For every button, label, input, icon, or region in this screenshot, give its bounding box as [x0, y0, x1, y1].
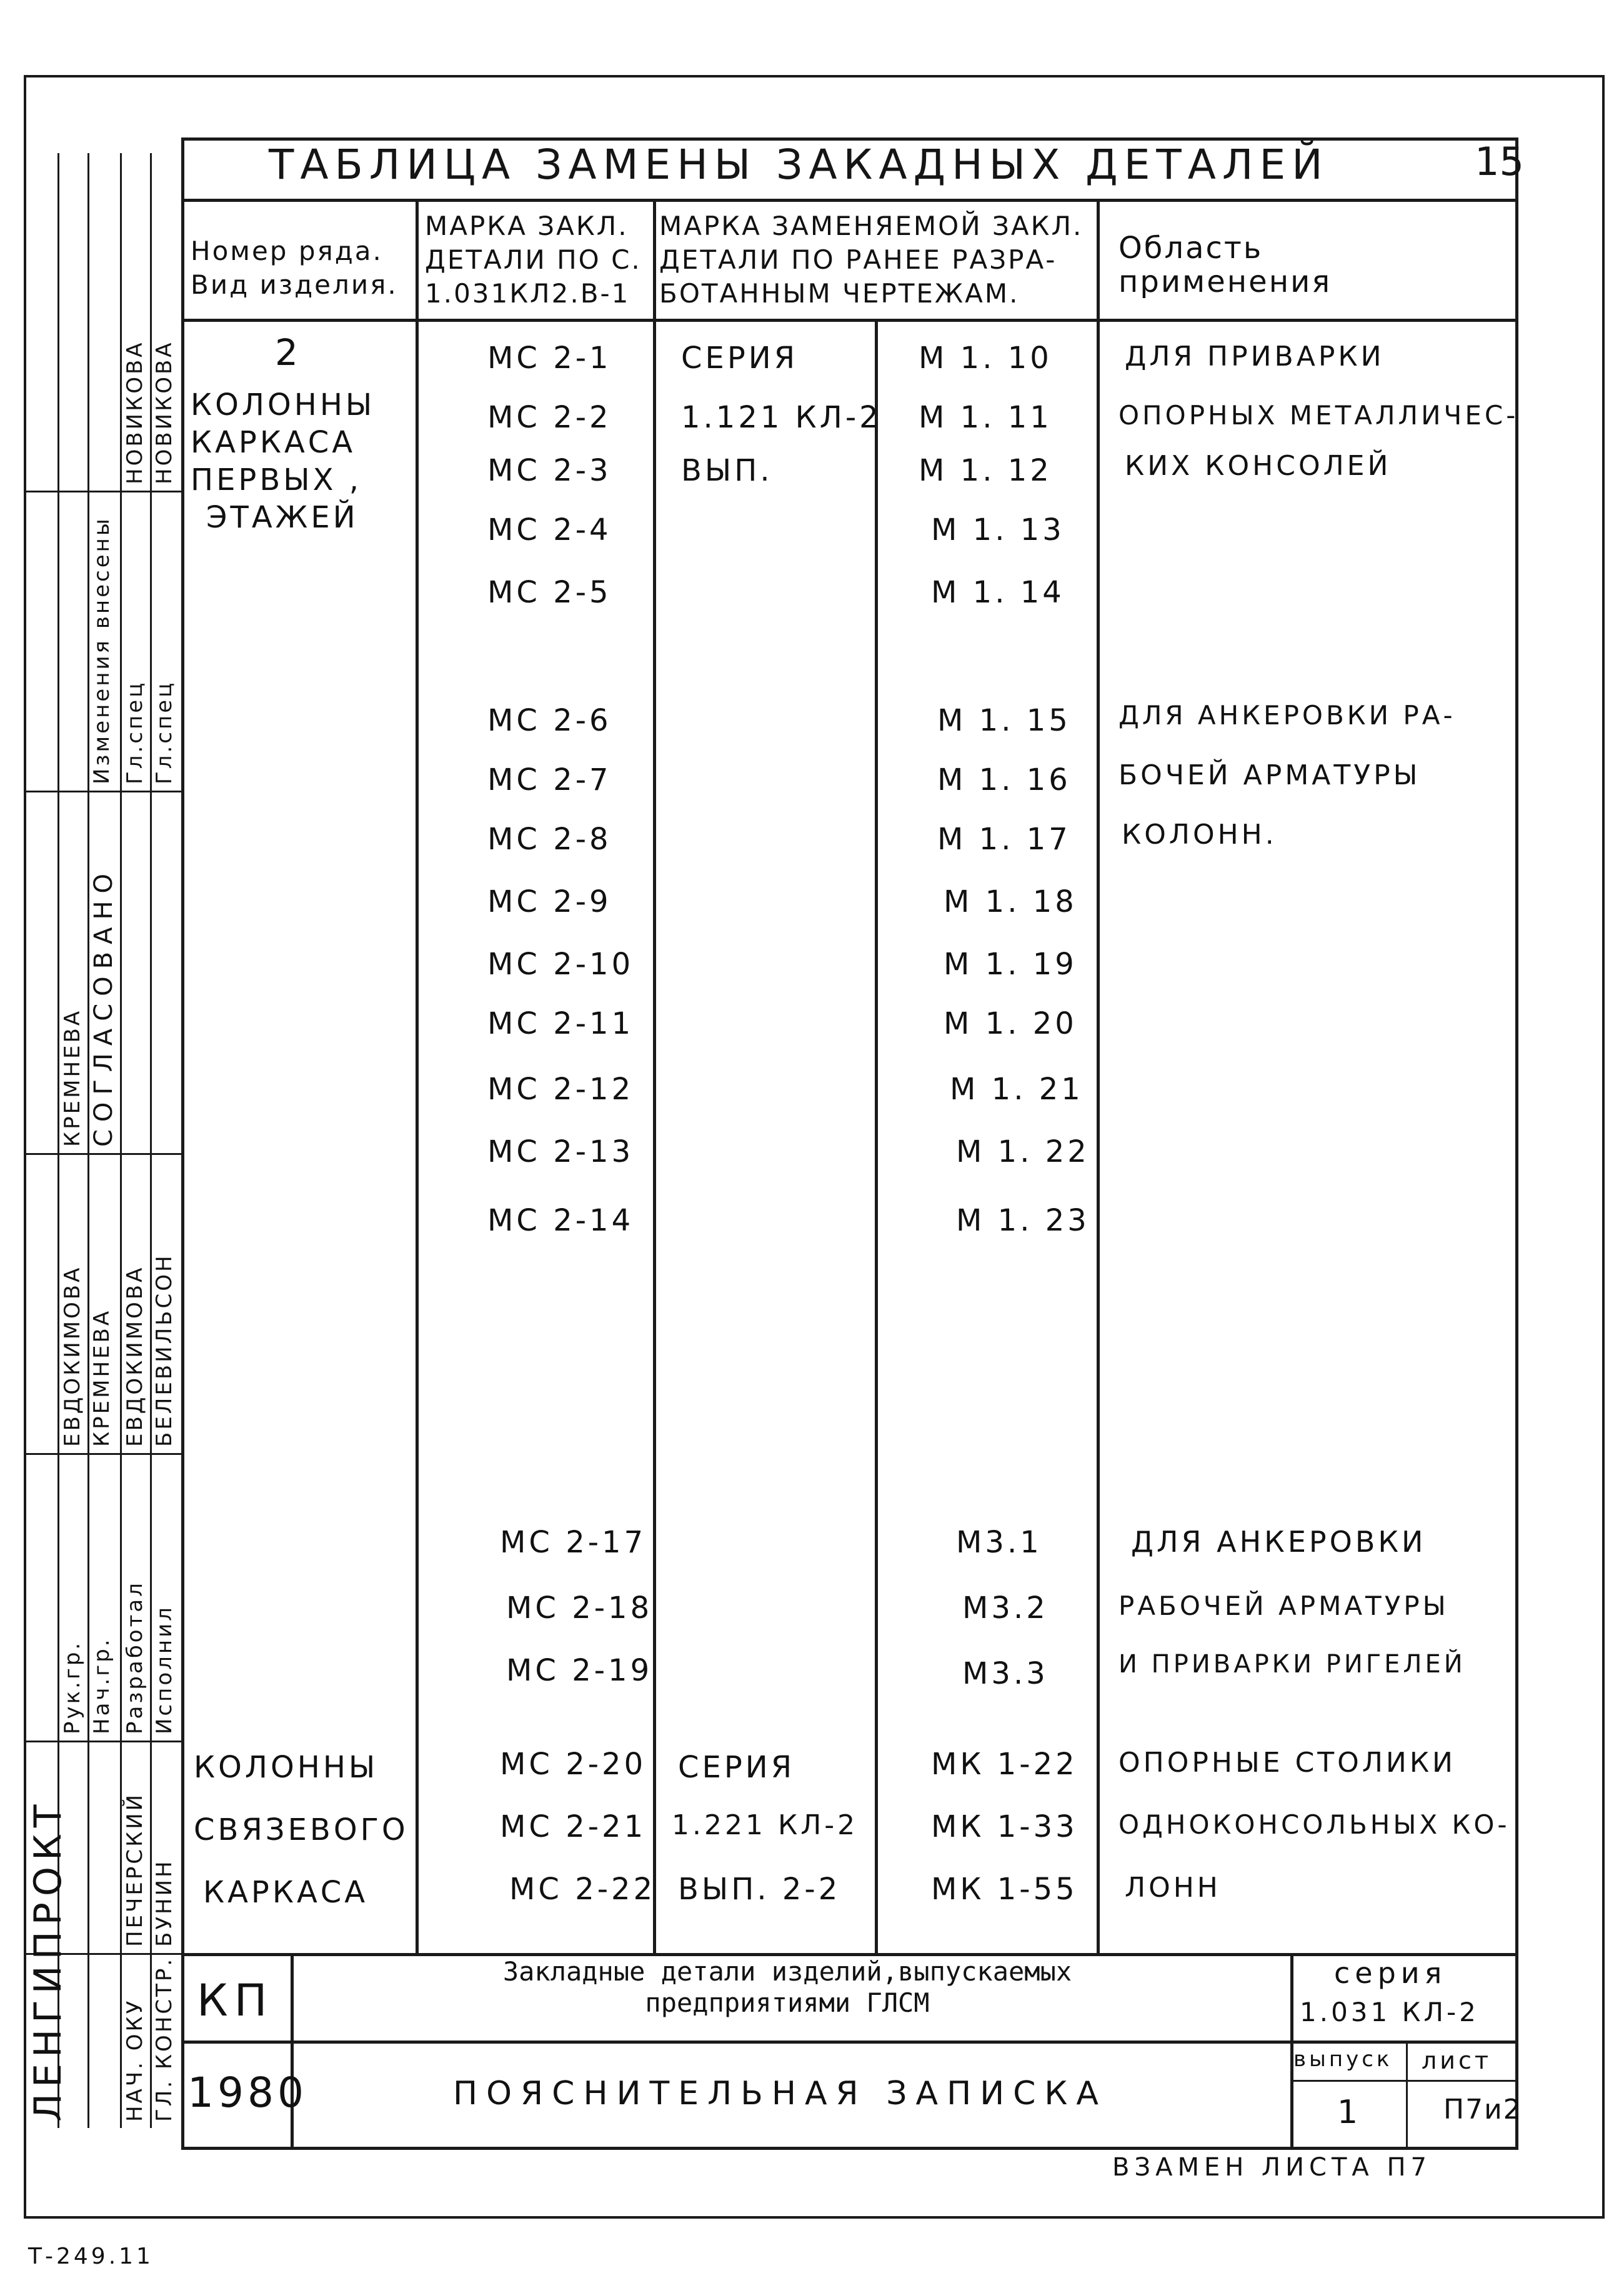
g1-mark: МС 2-4 — [487, 512, 612, 547]
side-role: КРЕМНЕВА — [89, 1308, 114, 1447]
g1-mark: МС 2-1 — [487, 341, 612, 376]
g1-old-mark: М 1. 12 — [919, 453, 1052, 488]
g1-mark: МС 2-6 — [487, 703, 612, 738]
stamp-issue-label: выпуск — [1293, 2047, 1393, 2072]
g1-mark: МС 2-5 — [487, 575, 612, 610]
stamp-sheet-value: П7и2 — [1443, 2094, 1522, 2126]
stamp-issue-value: 1 — [1337, 2094, 1362, 2131]
g1-old-mark: М 1. 16 — [937, 762, 1071, 797]
g1-mark: МС 2-11 — [487, 1006, 634, 1041]
stamp-year: 1980 — [187, 2069, 307, 2117]
g2-old-mark: М3.2 — [962, 1591, 1049, 1626]
stamp-col-c — [1406, 2041, 1408, 2150]
stamp-sheet-label: лист — [1422, 2047, 1492, 2074]
g3-old-mark: МК 1-33 — [931, 1809, 1078, 1844]
g3-series-2: ВЫП. 2-2 — [678, 1872, 841, 1907]
header-col3 — [659, 209, 1083, 311]
g2-mark: МС 2-17 — [500, 1525, 647, 1560]
side-divider — [25, 1153, 181, 1155]
side-role: Гл.спец — [122, 680, 147, 784]
g1-old-mark: М 1. 11 — [919, 400, 1052, 435]
side-stamp — [25, 141, 181, 2128]
side-role: ГЛ. КОНСТР. — [152, 1956, 177, 2122]
g1-usage-a-0: ДЛЯ ПРИВАРКИ — [1125, 341, 1385, 372]
g1-old-mark: М 1. 10 — [919, 341, 1052, 376]
g1-product-2: ПЕРВЫХ , — [191, 462, 362, 497]
header-divider — [181, 319, 1518, 322]
g1-old-mark: М 1. 22 — [956, 1134, 1090, 1169]
col-divider-4 — [1097, 199, 1100, 1955]
header-col3-line1: МАРКА ЗАМЕНЯЕМОЙ ЗАКЛ. — [659, 211, 1083, 241]
header-col3-line3: БОТАННЫМ ЧЕРТЕЖАМ. — [659, 278, 1020, 309]
g1-usage-a-1: ОПОРНЫХ МЕТАЛЛИЧЕС- — [1118, 400, 1519, 431]
g1-series-2: ВЫП. — [681, 453, 773, 488]
g1-mark: МС 2-14 — [487, 1203, 634, 1238]
header-col4-line2: применения — [1118, 264, 1332, 299]
page-number: 15 — [1475, 139, 1524, 184]
stamp-middle — [181, 2041, 1518, 2044]
header-col1-line1: Номер ряда. — [191, 236, 383, 266]
g1-mark: МС 2-10 — [487, 947, 634, 982]
g1-mark: МС 2-8 — [487, 822, 612, 857]
g1-old-mark: М 1. 13 — [931, 512, 1065, 547]
g1-old-mark: М 1. 20 — [944, 1006, 1077, 1041]
col-divider-3 — [875, 319, 878, 1955]
col-divider-1 — [416, 199, 419, 1955]
stamp-code: КП — [197, 1975, 274, 2026]
g3-mark: МС 2-21 — [500, 1809, 647, 1844]
side-divider — [25, 1453, 181, 1455]
g2-old-mark: М3.1 — [956, 1525, 1042, 1560]
side-role: ПЕЧЕРСКИЙ — [122, 1792, 147, 1947]
g1-mark: МС 2-9 — [487, 884, 612, 919]
table-frame — [181, 137, 1518, 2150]
side-role: ЕВДОКИМОВА — [60, 1265, 85, 1447]
side-role: СОГЛАСОВАНО — [89, 866, 118, 1147]
g1-old-mark: М 1. 19 — [944, 947, 1077, 982]
header-col4-line1: Область — [1118, 231, 1263, 266]
side-role: Разработал — [122, 1581, 147, 1734]
stamp-series-label: серия — [1334, 1956, 1447, 1990]
g3-usage-0: ОПОРНЫЕ СТОЛИКИ — [1118, 1747, 1456, 1779]
side-role: БУНИН — [152, 1859, 177, 1947]
stamp-document-title: ПОЯСНИТЕЛЬНАЯ ЗАПИСКА — [453, 2075, 1107, 2112]
g1-mark: МС 2-13 — [487, 1134, 634, 1169]
stamp-description-line1: Закладные детали изделий,выпускаемых — [502, 1956, 1072, 1987]
header-col2 — [425, 209, 642, 311]
stamp-description — [350, 1956, 1225, 2019]
g3-mark: МС 2-20 — [500, 1747, 647, 1782]
g3-mark: МС 2-22 — [509, 1872, 656, 1907]
side-role: Гл.спец — [152, 680, 177, 784]
stamp-sub-line — [1290, 2080, 1518, 2082]
side-role: ЕВДОКИМОВА — [122, 1265, 147, 1447]
side-line — [120, 153, 122, 2128]
header-col2-line2: ДЕТАЛИ ПО С. — [425, 244, 642, 275]
side-role: Исполнил — [152, 1605, 177, 1734]
g1-old-mark: М 1. 23 — [956, 1203, 1090, 1238]
g3-series-1: 1.221 КЛ-2 — [672, 1809, 859, 1841]
form-code: Т-249.11 — [28, 2244, 154, 2269]
side-role: НОВИКОВА — [152, 340, 177, 484]
g1-old-mark: М 1. 14 — [931, 575, 1065, 610]
side-divider — [25, 491, 181, 492]
g1-series-0: СЕРИЯ — [681, 341, 799, 376]
g1-product-1: КАРКАСА — [191, 425, 356, 460]
header-col1-line2: Вид изделия. — [191, 269, 398, 300]
g1-old-mark: М 1. 17 — [937, 822, 1071, 857]
side-role: БЕЛЕВИЛЬСОН — [152, 1253, 177, 1447]
table-title: ТАБЛИЦА ЗАМЕНЫ ЗАКАДНЫХ ДЕТАЛЕЙ — [269, 141, 1329, 189]
side-role: НОВИКОВА — [122, 340, 147, 484]
g1-mark: МС 2-12 — [487, 1072, 634, 1107]
g1-series-1: 1.121 КЛ-2 — [681, 400, 882, 435]
g1-mark: МС 2-3 — [487, 453, 612, 488]
row-number: 2 — [275, 331, 301, 374]
g2-mark: МС 2-19 — [506, 1653, 653, 1688]
side-divider — [25, 791, 181, 792]
stamp-description-line2: предприятиями ГЛСМ — [645, 1987, 930, 2018]
side-role: КРЕМНЕВА — [60, 1008, 85, 1147]
g1-product-3: ЭТАЖЕЙ — [206, 500, 359, 535]
side-org: ЛЕНГИПРОКТ — [26, 1798, 70, 2122]
g1-mark: МС 2-7 — [487, 762, 612, 797]
g2-usage-1: РАБОЧЕЙ АРМАТУРЫ — [1118, 1591, 1449, 1621]
replace-note: ВЗАМЕН ЛИСТА П7 — [1112, 2153, 1432, 2182]
side-role: НАЧ. ОКУ — [122, 1998, 147, 2122]
g1-usage-b-0: ДЛЯ АНКЕРОВКИ РА- — [1118, 700, 1456, 731]
header-col1 — [191, 234, 398, 302]
g3-series-0: СЕРИЯ — [678, 1750, 795, 1785]
g1-mark: МС 2-2 — [487, 400, 612, 435]
header-col2-line1: МАРКА ЗАКЛ. — [425, 211, 629, 241]
g3-product-0: КОЛОННЫ — [194, 1750, 379, 1785]
stamp-col-a — [291, 1953, 294, 2150]
side-divider — [25, 1741, 181, 1742]
header-col4 — [1118, 231, 1332, 299]
g3-old-mark: МК 1-55 — [931, 1872, 1078, 1907]
g2-old-mark: М3.3 — [962, 1656, 1049, 1691]
g3-usage-1: ОДНОКОНСОЛЬНЫХ КО- — [1118, 1809, 1510, 1840]
g3-old-mark: МК 1-22 — [931, 1747, 1078, 1782]
g1-usage-b-2: КОЛОНН. — [1122, 819, 1277, 851]
g1-usage-a-2: КИХ КОНСОЛЕЙ — [1125, 450, 1392, 482]
g1-old-mark: М 1. 21 — [950, 1072, 1083, 1107]
g2-usage-2: И ПРИВАРКИ РИГЕЛЕЙ — [1118, 1650, 1466, 1679]
col-divider-2 — [653, 199, 656, 1955]
side-role: Изменения внесены — [89, 516, 114, 784]
side-role: Рук.гр. — [60, 1640, 85, 1734]
g1-usage-b-1: БОЧЕЙ АРМАТУРЫ — [1118, 759, 1421, 791]
g2-mark: МС 2-18 — [506, 1591, 653, 1626]
header-col3-line2: ДЕТАЛИ ПО РАНЕЕ РАЗРА- — [659, 244, 1057, 275]
g3-product-1: СВЯЗЕВОГО — [194, 1812, 409, 1847]
title-divider — [181, 199, 1518, 202]
stamp-series-value: 1.031 КЛ-2 — [1300, 1997, 1479, 2027]
side-role: Нач.гр. — [89, 1637, 114, 1734]
g1-product-0: КОЛОННЫ — [191, 387, 376, 422]
g3-product-2: КАРКАСА — [203, 1875, 369, 1910]
g1-old-mark: М 1. 15 — [937, 703, 1071, 738]
header-col2-line3: 1.031КЛ2.В-1 — [425, 278, 630, 309]
g1-old-mark: М 1. 18 — [944, 884, 1077, 919]
g2-usage-0: ДЛЯ АНКЕРОВКИ — [1131, 1525, 1427, 1559]
g3-usage-2: ЛОНН — [1125, 1872, 1221, 1904]
